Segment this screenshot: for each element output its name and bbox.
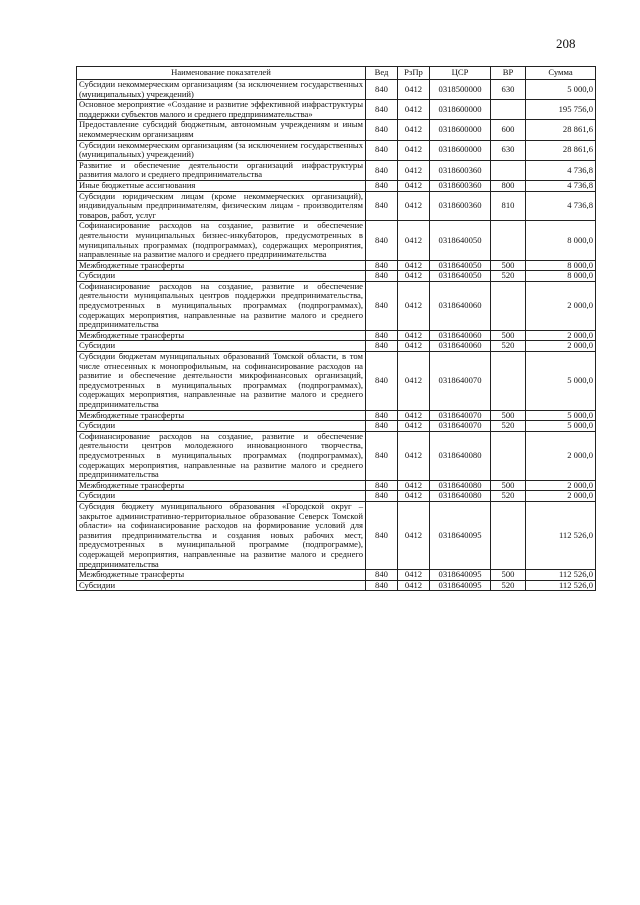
cell-rzpr: 0412	[398, 421, 430, 432]
cell-rzpr: 0412	[398, 501, 430, 569]
cell-vr: 520	[491, 271, 526, 282]
cell-sum: 4 736,8	[526, 191, 596, 221]
cell-rzpr: 0412	[398, 221, 430, 260]
cell-rzpr: 0412	[398, 191, 430, 221]
cell-csr: 0318640080	[430, 431, 491, 480]
cell-csr: 0318600360	[430, 191, 491, 221]
cell-rzpr: 0412	[398, 480, 430, 491]
cell-sum: 8 000,0	[526, 221, 596, 260]
cell-rzpr: 0412	[398, 120, 430, 140]
cell-vr: 500	[491, 480, 526, 491]
cell-name: Основное мероприятие «Создание и развитие эффективной инфраструктуры поддержки субъектов малого и среднего предпринимательства»	[77, 100, 366, 120]
cell-ved: 840	[366, 160, 398, 180]
cell-rzpr: 0412	[398, 352, 430, 411]
cell-vr: 520	[491, 421, 526, 432]
cell-name: Иные бюджетные ассигнования	[77, 180, 366, 191]
cell-csr: 0318640095	[430, 570, 491, 581]
table-row	[77, 260, 596, 271]
cell-csr: 0318640060	[430, 341, 491, 352]
cell-vr	[491, 501, 526, 569]
cell-rzpr: 0412	[398, 260, 430, 271]
cell-rzpr: 0412	[398, 281, 430, 330]
cell-ved: 840	[366, 281, 398, 330]
cell-name: Межбюджетные трансферты	[77, 570, 366, 581]
cell-ved: 840	[366, 341, 398, 352]
table-row	[77, 180, 596, 191]
cell-name: Межбюджетные трансферты	[77, 410, 366, 421]
cell-sum: 195 756,0	[526, 100, 596, 120]
cell-ved: 840	[366, 260, 398, 271]
cell-sum: 4 736,8	[526, 180, 596, 191]
cell-sum: 2 000,0	[526, 341, 596, 352]
cell-vr	[491, 431, 526, 480]
table-row	[77, 281, 596, 330]
cell-rzpr: 0412	[398, 100, 430, 120]
cell-csr: 0318600360	[430, 180, 491, 191]
cell-sum: 4 736,8	[526, 160, 596, 180]
table-row	[77, 330, 596, 341]
header-ved: Вед	[366, 67, 398, 80]
cell-ved: 840	[366, 180, 398, 191]
cell-vr: 500	[491, 330, 526, 341]
cell-csr: 0318640080	[430, 480, 491, 491]
table-row	[77, 160, 596, 180]
cell-ved: 840	[366, 431, 398, 480]
cell-name: Субсидии	[77, 271, 366, 282]
table-row	[77, 580, 596, 591]
table-row	[77, 410, 596, 421]
cell-vr: 500	[491, 570, 526, 581]
table-row	[77, 271, 596, 282]
table-row	[77, 341, 596, 352]
table-row	[77, 480, 596, 491]
cell-sum: 2 000,0	[526, 330, 596, 341]
table-row	[77, 570, 596, 581]
cell-rzpr: 0412	[398, 180, 430, 191]
cell-vr: 600	[491, 120, 526, 140]
cell-name: Субсидии юридическим лицам (кроме некоммерческих организаций), индивидуальным предпринимателям, физическим лицам - производителям товаров, работ, услуг	[77, 191, 366, 221]
cell-name: Субсидии	[77, 341, 366, 352]
cell-name: Межбюджетные трансферты	[77, 330, 366, 341]
cell-sum: 112 526,0	[526, 570, 596, 581]
cell-name: Субсидии	[77, 421, 366, 432]
cell-ved: 840	[366, 330, 398, 341]
header-sum: Сумма	[526, 67, 596, 80]
table-row	[77, 221, 596, 260]
cell-csr: 0318640070	[430, 352, 491, 411]
cell-ved: 840	[366, 480, 398, 491]
table-row	[77, 491, 596, 502]
cell-ved: 840	[366, 100, 398, 120]
cell-csr: 0318640050	[430, 271, 491, 282]
cell-ved: 840	[366, 120, 398, 140]
cell-sum: 8 000,0	[526, 260, 596, 271]
cell-name: Субсидия бюджету муниципального образования «Городской округ – закрытое административно-территориальное образование Северск Томской области» на софинансирование расходов на формирование условий для развития предпринимательства и создания новых рабочих мест, предусмотренных в муниципальной программе (подпрограмме), содержащей мероприятия, направленные на развитие малого и среднего предпринимательства	[77, 501, 366, 569]
table-row	[77, 191, 596, 221]
cell-ved: 840	[366, 80, 398, 100]
cell-vr: 800	[491, 180, 526, 191]
header-rzpr: РзПр	[398, 67, 430, 80]
table-row	[77, 140, 596, 160]
cell-csr: 0318640050	[430, 221, 491, 260]
cell-name: Субсидии	[77, 580, 366, 591]
cell-vr: 630	[491, 80, 526, 100]
cell-name: Субсидии	[77, 491, 366, 502]
cell-name: Софинансирование расходов на создание, развитие и обеспечение деятельности муниципальных бизнес-инкубаторов, предусмотренных в муниципальных программах (подпрограммах), содержащих мероприятия, направленные на развитие малого и среднего предпринимательства	[77, 221, 366, 260]
cell-rzpr: 0412	[398, 570, 430, 581]
cell-name: Софинансирование расходов на создание, развитие и обеспечение деятельности муниципальных центров поддержки предпринимательства, предусмотренных в муниципальных программах (подпрограммах), содержащих мероприятия, направленные на развитие малого и среднего предпринимательства	[77, 281, 366, 330]
cell-ved: 840	[366, 501, 398, 569]
cell-ved: 840	[366, 140, 398, 160]
cell-vr: 500	[491, 410, 526, 421]
cell-ved: 840	[366, 410, 398, 421]
cell-rzpr: 0412	[398, 160, 430, 180]
cell-vr: 630	[491, 140, 526, 160]
cell-csr: 0318600000	[430, 100, 491, 120]
cell-csr: 0318640080	[430, 491, 491, 502]
cell-ved: 840	[366, 580, 398, 591]
cell-name: Межбюджетные трансферты	[77, 480, 366, 491]
cell-vr	[491, 352, 526, 411]
cell-vr	[491, 221, 526, 260]
cell-name: Субсидии некоммерческим организациям (за исключением государственных (муниципальных) учреждений)	[77, 140, 366, 160]
cell-vr: 520	[491, 580, 526, 591]
cell-csr: 0318640095	[430, 501, 491, 569]
table-row	[77, 501, 596, 569]
cell-rzpr: 0412	[398, 80, 430, 100]
cell-csr: 0318600000	[430, 140, 491, 160]
cell-csr: 0318640060	[430, 330, 491, 341]
cell-rzpr: 0412	[398, 330, 430, 341]
budget-table	[76, 66, 596, 591]
cell-vr: 500	[491, 260, 526, 271]
cell-csr: 0318640095	[430, 580, 491, 591]
table-row	[77, 100, 596, 120]
cell-name: Субсидии некоммерческим организациям (за исключением государственных (муниципальных) учреждений)	[77, 80, 366, 100]
table-row	[77, 120, 596, 140]
cell-sum: 28 861,6	[526, 120, 596, 140]
cell-ved: 840	[366, 570, 398, 581]
cell-rzpr: 0412	[398, 271, 430, 282]
table-header-row	[77, 67, 596, 80]
cell-rzpr: 0412	[398, 580, 430, 591]
cell-csr: 0318500000	[430, 80, 491, 100]
cell-sum: 8 000,0	[526, 271, 596, 282]
cell-vr	[491, 100, 526, 120]
cell-vr	[491, 160, 526, 180]
cell-name: Развитие и обеспечение деятельности организаций инфраструктуры развития малого и среднего предпринимательства	[77, 160, 366, 180]
cell-sum: 112 526,0	[526, 501, 596, 569]
cell-ved: 840	[366, 221, 398, 260]
cell-ved: 840	[366, 491, 398, 502]
cell-sum: 112 526,0	[526, 580, 596, 591]
cell-name: Софинансирование расходов на создание, развитие и обеспечение деятельности центров молодежного инновационного творчества, предусмотренных в муниципальных программах (подпрограммах), содержащих мероприятия, направленные на развитие малого и среднего предпринимательства	[77, 431, 366, 480]
cell-sum: 2 000,0	[526, 491, 596, 502]
header-csr: ЦСР	[430, 67, 491, 80]
cell-vr	[491, 281, 526, 330]
table-row	[77, 421, 596, 432]
cell-csr: 0318640070	[430, 421, 491, 432]
header-name: Наименование показателей	[77, 67, 366, 80]
cell-ved: 840	[366, 271, 398, 282]
cell-csr: 0318600000	[430, 120, 491, 140]
cell-name: Предоставление субсидий бюджетным, автономным учреждениям и иным некоммерческим организациям	[77, 120, 366, 140]
cell-sum: 28 861,6	[526, 140, 596, 160]
cell-name: Субсидии бюджетам муниципальных образований Томской области, в том числе отнесенных к монопрофильным, на софинансирование расходов на развитие и обеспечение деятельности микрофинансовых организаций, предусмотренных в муниципальных программах (подпрограммах), содержащих мероприятия, направленные на развитие малого и среднего предпринимательства	[77, 352, 366, 411]
cell-rzpr: 0412	[398, 140, 430, 160]
cell-csr: 0318640050	[430, 260, 491, 271]
cell-csr: 0318640070	[430, 410, 491, 421]
cell-sum: 5 000,0	[526, 421, 596, 432]
cell-vr: 520	[491, 491, 526, 502]
page-number: 208	[556, 36, 576, 51]
cell-name: Межбюджетные трансферты	[77, 260, 366, 271]
cell-vr: 520	[491, 341, 526, 352]
cell-sum: 2 000,0	[526, 281, 596, 330]
cell-ved: 840	[366, 191, 398, 221]
table-row	[77, 431, 596, 480]
cell-rzpr: 0412	[398, 491, 430, 502]
cell-sum: 5 000,0	[526, 352, 596, 411]
cell-sum: 2 000,0	[526, 431, 596, 480]
cell-sum: 5 000,0	[526, 410, 596, 421]
cell-sum: 2 000,0	[526, 480, 596, 491]
header-vr: ВР	[491, 67, 526, 80]
cell-csr: 0318600360	[430, 160, 491, 180]
cell-csr: 0318640060	[430, 281, 491, 330]
cell-vr: 810	[491, 191, 526, 221]
table-body	[77, 80, 596, 591]
table-row	[77, 80, 596, 100]
cell-rzpr: 0412	[398, 431, 430, 480]
cell-rzpr: 0412	[398, 341, 430, 352]
cell-rzpr: 0412	[398, 410, 430, 421]
cell-ved: 840	[366, 421, 398, 432]
table-row	[77, 352, 596, 411]
cell-ved: 840	[366, 352, 398, 411]
cell-sum: 5 000,0	[526, 80, 596, 100]
